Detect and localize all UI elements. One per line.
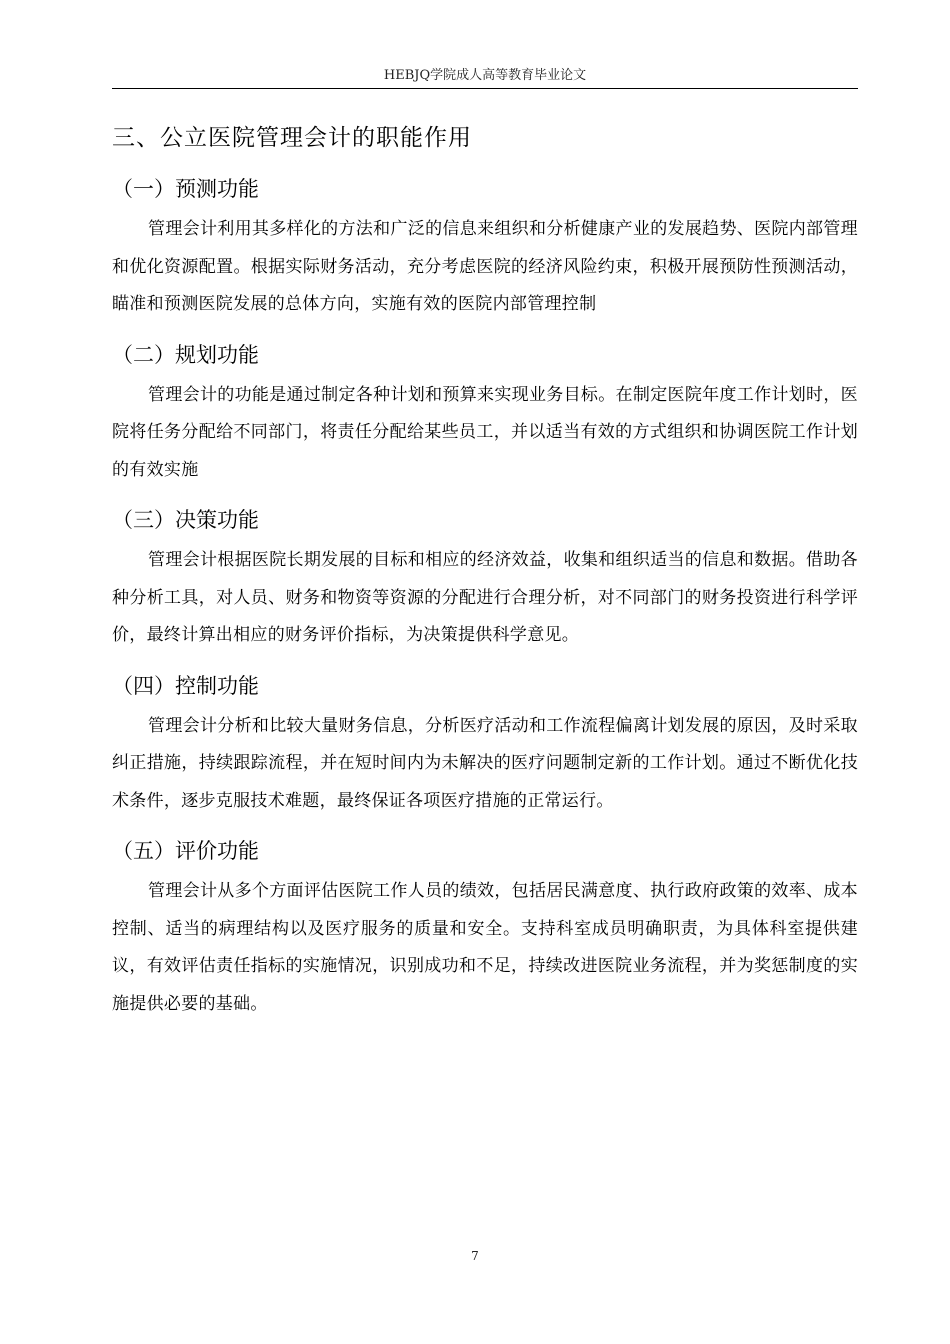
subsection-planning [112,336,858,490]
header-divider [112,88,858,89]
paragraph: 管理会计分析和比较大量财务信息，分析医疗活动和工作流程偏离计划发展的原因，及时采取纠正措施，持续跟踪流程，并在短时间内为未解决的医疗问题制定新的工作计划。通过不断优化技术条件，逐步克服技术难题，最终保证各项医疗措施的正常运行。 [112,715,858,811]
running-header: HEBJQ学院成人高等教育毕业论文 [383,68,587,83]
subsection-title: （一）预测功能 [112,177,259,201]
subsection-control [112,667,858,821]
paragraph: 管理会计的功能是通过制定各种计划和预算来实现业务目标。在制定医院年度工作计划时，医院将任务分配给不同部门，将责任分配给某些员工，并以适当有效的方式组织和协调医院工作计划的有效实施 [112,384,858,480]
paragraph: 管理会计根据医院长期发展的目标和相应的经济效益，收集和组织适当的信息和数据。借助各种分析工具，对人员、财务和物资等资源的分配进行合理分析，对不同部门的财务投资进行科学评价，最终计算出相应的财务评价指标，为决策提供科学意见。 [112,550,858,645]
subsection-evaluation [112,832,858,1023]
subsection-title: （五）评价功能 [112,839,259,863]
subsection-decision [112,501,858,655]
subsection-title: （三）决策功能 [112,508,259,532]
subsection-forecast [112,170,858,324]
section-title: 三、公立医院管理会计的职能作用 [112,125,472,151]
page-body [112,118,858,1023]
paragraph: 管理会计从多个方面评估医院工作人员的绩效，包括居民满意度、执行政府政策的效率、成本控制、适当的病理结构以及医疗服务的质量和安全。支持科室成员明确职责，为具体科室提供建议，有效评估责任指标的实施情况，识别成功和不足，持续改进医院业务流程，并为奖惩制度的实施提供必要的基础。 [112,881,858,1014]
page-number: 7 [471,1249,479,1263]
paragraph: 管理会计利用其多样化的方法和广泛的信息来组织和分析健康产业的发展趋势、医院内部管理和优化资源配置。根据实际财务活动，充分考虑医院的经济风险约束，积极开展预防性预测活动，瞄准和预测医院发展的总体方向，实施有效的医院内部管理控制 [112,219,858,314]
subsection-title: （四）控制功能 [112,673,259,698]
subsection-title: （二）规划功能 [112,342,259,367]
